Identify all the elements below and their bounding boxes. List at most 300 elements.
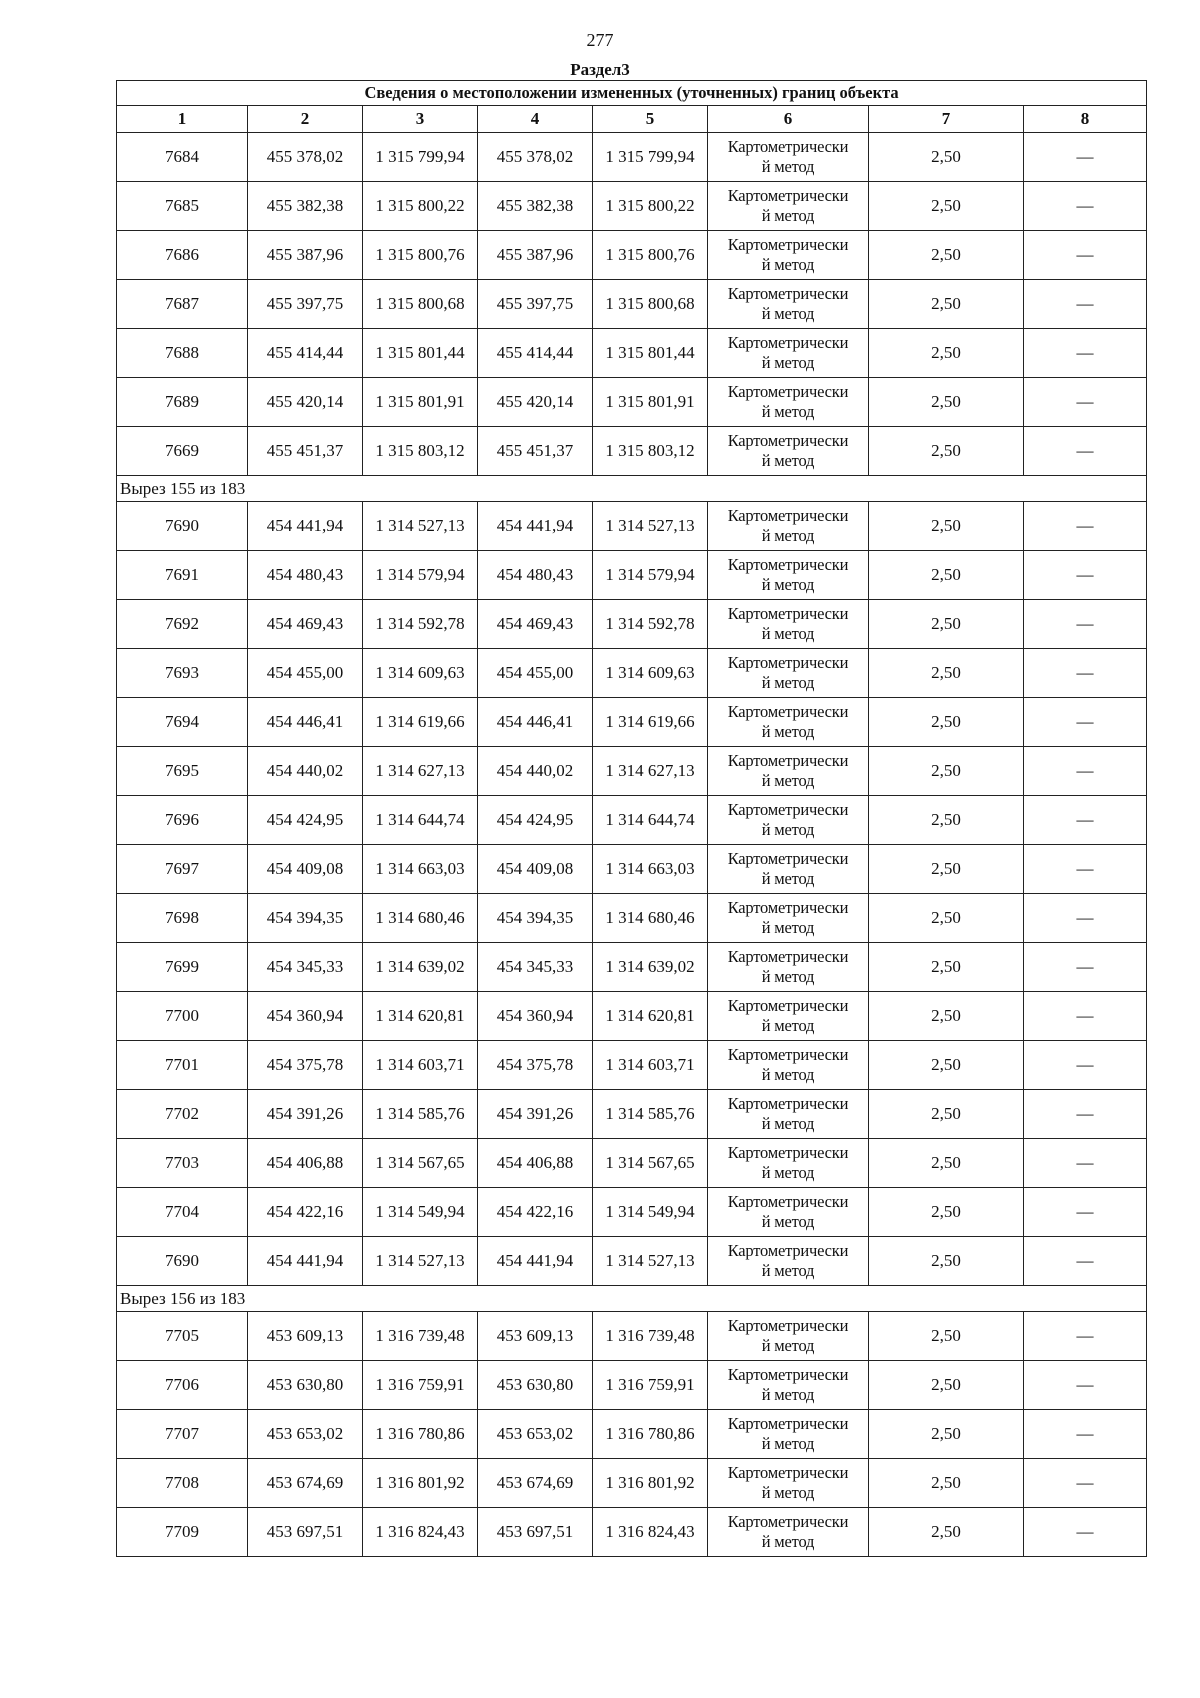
note-cell: —: [1024, 1090, 1147, 1139]
note-cell: —: [1024, 1139, 1147, 1188]
method-text: Картометрически: [727, 1365, 849, 1384]
method-cell: [708, 551, 869, 600]
method-text: й метод: [761, 304, 815, 323]
y-new-cell: 1 314 567,65: [593, 1139, 708, 1188]
table-row: [117, 1410, 1147, 1459]
note-cell: —: [1024, 551, 1147, 600]
point-number-cell: 7686: [117, 231, 248, 280]
y-old-cell: 1 316 759,91: [363, 1361, 478, 1410]
section-title: Раздел3: [570, 60, 630, 79]
point-number-cell: 7694: [117, 698, 248, 747]
x-new-cell: 454 441,94: [478, 502, 593, 551]
method-cell: [708, 747, 869, 796]
point-number-cell: 7698: [117, 894, 248, 943]
method-cell: [708, 1237, 869, 1286]
y-new-cell: 1 314 603,71: [593, 1041, 708, 1090]
x-new-cell: 455 420,14: [478, 378, 593, 427]
accuracy-cell: 2,50: [869, 1508, 1024, 1557]
note-cell: —: [1024, 1237, 1147, 1286]
method-cell: [708, 1459, 869, 1508]
page-number: 277: [586, 30, 614, 50]
method-cell: [708, 133, 869, 182]
group-label: Вырез 155 из 183: [117, 476, 1147, 502]
point-number-cell: 7702: [117, 1090, 248, 1139]
note-cell: —: [1024, 943, 1147, 992]
accuracy-cell: 2,50: [869, 1188, 1024, 1237]
x-new-cell: 454 394,35: [478, 894, 593, 943]
y-new-cell: 1 316 824,43: [593, 1508, 708, 1557]
point-number-cell: 7696: [117, 796, 248, 845]
y-old-cell: 1 314 592,78: [363, 600, 478, 649]
note-cell: —: [1024, 649, 1147, 698]
y-old-cell: 1 314 619,66: [363, 698, 478, 747]
point-number-cell: 7697: [117, 845, 248, 894]
method-text: й метод: [761, 820, 815, 839]
y-old-cell: 1 314 549,94: [363, 1188, 478, 1237]
accuracy-cell: 2,50: [869, 600, 1024, 649]
method-text: й метод: [761, 1385, 815, 1404]
table-row: [117, 231, 1147, 280]
x-new-cell: 453 609,13: [478, 1312, 593, 1361]
method-cell: [708, 1508, 869, 1557]
note-cell: —: [1024, 231, 1147, 280]
method-text: Картометрически: [727, 1316, 849, 1335]
note-cell: —: [1024, 502, 1147, 551]
x-new-cell: 455 414,44: [478, 329, 593, 378]
accuracy-cell: 2,50: [869, 1139, 1024, 1188]
table-row: [117, 894, 1147, 943]
method-text: Картометрически: [727, 653, 849, 672]
y-old-cell: 1 314 579,94: [363, 551, 478, 600]
method-text: Картометрически: [727, 996, 849, 1015]
table-row: [117, 378, 1147, 427]
method-cell: [708, 1361, 869, 1410]
method-text: Картометрически: [727, 235, 849, 254]
method-text: й метод: [761, 1532, 815, 1551]
column-number: 2: [248, 106, 363, 133]
method-cell: [708, 845, 869, 894]
x-new-cell: 454 446,41: [478, 698, 593, 747]
x-old-cell: 453 697,51: [248, 1508, 363, 1557]
note-cell: —: [1024, 378, 1147, 427]
x-old-cell: 454 455,00: [248, 649, 363, 698]
column-number-row: [117, 106, 1147, 133]
x-new-cell: 454 441,94: [478, 1237, 593, 1286]
method-text: Картометрически: [727, 849, 849, 868]
note-cell: —: [1024, 280, 1147, 329]
accuracy-cell: 2,50: [869, 280, 1024, 329]
x-old-cell: 454 441,94: [248, 502, 363, 551]
y-new-cell: 1 315 803,12: [593, 427, 708, 476]
accuracy-cell: 2,50: [869, 502, 1024, 551]
point-number-cell: 7709: [117, 1508, 248, 1557]
y-old-cell: 1 314 627,13: [363, 747, 478, 796]
column-number: 6: [708, 106, 869, 133]
x-old-cell: 454 446,41: [248, 698, 363, 747]
method-text: й метод: [761, 1163, 815, 1182]
y-new-cell: 1 315 800,68: [593, 280, 708, 329]
accuracy-cell: 2,50: [869, 845, 1024, 894]
method-text: й метод: [761, 1434, 815, 1453]
method-text: Картометрически: [727, 751, 849, 770]
y-old-cell: 1 315 803,12: [363, 427, 478, 476]
note-cell: —: [1024, 894, 1147, 943]
y-old-cell: 1 314 663,03: [363, 845, 478, 894]
accuracy-cell: 2,50: [869, 1041, 1024, 1090]
method-cell: [708, 600, 869, 649]
x-old-cell: 453 674,69: [248, 1459, 363, 1508]
accuracy-cell: 2,50: [869, 1090, 1024, 1139]
method-text: й метод: [761, 1261, 815, 1280]
accuracy-cell: 2,50: [869, 329, 1024, 378]
y-old-cell: 1 315 800,68: [363, 280, 478, 329]
y-new-cell: 1 315 800,76: [593, 231, 708, 280]
method-cell: [708, 182, 869, 231]
y-new-cell: 1 314 627,13: [593, 747, 708, 796]
method-text: Картометрически: [727, 137, 849, 156]
note-cell: —: [1024, 747, 1147, 796]
method-text: й метод: [761, 918, 815, 937]
table-row: [117, 1090, 1147, 1139]
x-new-cell: 453 674,69: [478, 1459, 593, 1508]
point-number-cell: 7690: [117, 502, 248, 551]
point-number-cell: 7699: [117, 943, 248, 992]
method-text: й метод: [761, 353, 815, 372]
method-text: й метод: [761, 255, 815, 274]
x-new-cell: 454 422,16: [478, 1188, 593, 1237]
y-new-cell: 1 314 639,02: [593, 943, 708, 992]
y-old-cell: 1 314 603,71: [363, 1041, 478, 1090]
method-text: й метод: [761, 451, 815, 470]
table-row: [117, 600, 1147, 649]
x-new-cell: 455 387,96: [478, 231, 593, 280]
table-row: [117, 1459, 1147, 1508]
point-number-cell: 7692: [117, 600, 248, 649]
point-number-cell: 7695: [117, 747, 248, 796]
note-cell: —: [1024, 600, 1147, 649]
x-new-cell: 454 424,95: [478, 796, 593, 845]
note-cell: —: [1024, 698, 1147, 747]
point-number-cell: 7700: [117, 992, 248, 1041]
accuracy-cell: 2,50: [869, 1459, 1024, 1508]
method-cell: [708, 1312, 869, 1361]
x-old-cell: 453 653,02: [248, 1410, 363, 1459]
method-text: Картометрически: [727, 604, 849, 623]
table-row: [117, 1041, 1147, 1090]
x-new-cell: 454 345,33: [478, 943, 593, 992]
y-new-cell: 1 316 780,86: [593, 1410, 708, 1459]
note-cell: —: [1024, 845, 1147, 894]
column-number: 3: [363, 106, 478, 133]
table-row: [117, 427, 1147, 476]
point-number-cell: 7685: [117, 182, 248, 231]
y-new-cell: 1 314 609,63: [593, 649, 708, 698]
accuracy-cell: 2,50: [869, 747, 1024, 796]
y-old-cell: 1 315 801,44: [363, 329, 478, 378]
y-old-cell: 1 315 800,22: [363, 182, 478, 231]
x-new-cell: 454 406,88: [478, 1139, 593, 1188]
method-text: Картометрически: [727, 1512, 849, 1531]
note-cell: —: [1024, 182, 1147, 231]
table-row: [117, 649, 1147, 698]
table-row: [117, 1312, 1147, 1361]
method-cell: [708, 329, 869, 378]
accuracy-cell: 2,50: [869, 427, 1024, 476]
table-row: [117, 1139, 1147, 1188]
accuracy-cell: 2,50: [869, 698, 1024, 747]
x-new-cell: 454 455,00: [478, 649, 593, 698]
method-cell: [708, 796, 869, 845]
method-cell: [708, 280, 869, 329]
accuracy-cell: 2,50: [869, 133, 1024, 182]
y-new-cell: 1 314 644,74: [593, 796, 708, 845]
method-cell: [708, 1139, 869, 1188]
x-new-cell: 455 382,38: [478, 182, 593, 231]
method-text: Картометрически: [727, 506, 849, 525]
y-old-cell: 1 314 644,74: [363, 796, 478, 845]
method-cell: [708, 427, 869, 476]
method-text: й метод: [761, 1483, 815, 1502]
x-old-cell: 455 420,14: [248, 378, 363, 427]
method-cell: [708, 1041, 869, 1090]
table-row: [117, 698, 1147, 747]
point-number-cell: 7684: [117, 133, 248, 182]
note-cell: —: [1024, 796, 1147, 845]
method-text: Картометрически: [727, 1463, 849, 1482]
x-old-cell: 454 422,16: [248, 1188, 363, 1237]
point-number-cell: 7690: [117, 1237, 248, 1286]
accuracy-cell: 2,50: [869, 182, 1024, 231]
method-text: Картометрически: [727, 800, 849, 819]
y-new-cell: 1 314 527,13: [593, 1237, 708, 1286]
accuracy-cell: 2,50: [869, 1237, 1024, 1286]
y-old-cell: 1 316 739,48: [363, 1312, 478, 1361]
y-new-cell: 1 315 801,91: [593, 378, 708, 427]
x-old-cell: 454 440,02: [248, 747, 363, 796]
method-text: Картометрически: [727, 898, 849, 917]
note-cell: —: [1024, 1188, 1147, 1237]
table-row: [117, 992, 1147, 1041]
method-cell: [708, 1090, 869, 1139]
x-old-cell: 455 397,75: [248, 280, 363, 329]
table-caption: Сведения о местоположении измененных (уточненных) границ объекта: [117, 81, 1147, 106]
table-row: [117, 133, 1147, 182]
y-old-cell: 1 316 780,86: [363, 1410, 478, 1459]
y-new-cell: 1 314 592,78: [593, 600, 708, 649]
method-text: й метод: [761, 157, 815, 176]
x-new-cell: 455 378,02: [478, 133, 593, 182]
x-old-cell: 454 360,94: [248, 992, 363, 1041]
method-text: Картометрически: [727, 1414, 849, 1433]
method-text: Картометрически: [727, 1094, 849, 1113]
column-number: 7: [869, 106, 1024, 133]
method-text: Картометрически: [727, 186, 849, 205]
x-old-cell: 453 609,13: [248, 1312, 363, 1361]
x-new-cell: 453 697,51: [478, 1508, 593, 1557]
note-cell: —: [1024, 992, 1147, 1041]
method-text: Картометрически: [727, 333, 849, 352]
point-number-cell: 7687: [117, 280, 248, 329]
y-new-cell: 1 314 680,46: [593, 894, 708, 943]
x-new-cell: 455 397,75: [478, 280, 593, 329]
table-row: [117, 1361, 1147, 1410]
y-old-cell: 1 314 527,13: [363, 1237, 478, 1286]
table-row: [117, 1188, 1147, 1237]
x-old-cell: 454 480,43: [248, 551, 363, 600]
note-cell: —: [1024, 1312, 1147, 1361]
x-new-cell: 455 451,37: [478, 427, 593, 476]
y-old-cell: 1 314 680,46: [363, 894, 478, 943]
point-number-cell: 7707: [117, 1410, 248, 1459]
method-text: й метод: [761, 673, 815, 692]
accuracy-cell: 2,50: [869, 231, 1024, 280]
method-text: Картометрически: [727, 1143, 849, 1162]
note-cell: —: [1024, 329, 1147, 378]
y-old-cell: 1 314 620,81: [363, 992, 478, 1041]
group-label: Вырез 156 из 183: [117, 1286, 1147, 1312]
method-text: Картометрически: [727, 555, 849, 574]
accuracy-cell: 2,50: [869, 649, 1024, 698]
point-number-cell: 7691: [117, 551, 248, 600]
method-cell: [708, 231, 869, 280]
method-cell: [708, 698, 869, 747]
x-old-cell: 454 469,43: [248, 600, 363, 649]
method-text: й метод: [761, 1114, 815, 1133]
point-number-cell: 7708: [117, 1459, 248, 1508]
x-new-cell: 454 409,08: [478, 845, 593, 894]
x-old-cell: 455 387,96: [248, 231, 363, 280]
x-old-cell: 454 391,26: [248, 1090, 363, 1139]
method-text: й метод: [761, 1065, 815, 1084]
table-row: [117, 329, 1147, 378]
y-new-cell: 1 314 620,81: [593, 992, 708, 1041]
x-new-cell: 453 653,02: [478, 1410, 593, 1459]
column-number: 4: [478, 106, 593, 133]
x-old-cell: 454 406,88: [248, 1139, 363, 1188]
note-cell: —: [1024, 1508, 1147, 1557]
method-text: Картометрически: [727, 284, 849, 303]
y-new-cell: 1 316 801,92: [593, 1459, 708, 1508]
accuracy-cell: 2,50: [869, 1361, 1024, 1410]
note-cell: —: [1024, 1361, 1147, 1410]
y-old-cell: 1 316 824,43: [363, 1508, 478, 1557]
point-number-cell: 7693: [117, 649, 248, 698]
y-old-cell: 1 314 639,02: [363, 943, 478, 992]
x-old-cell: 455 451,37: [248, 427, 363, 476]
method-text: й метод: [761, 869, 815, 888]
note-cell: —: [1024, 1041, 1147, 1090]
y-new-cell: 1 315 801,44: [593, 329, 708, 378]
accuracy-cell: 2,50: [869, 551, 1024, 600]
point-number-cell: 7704: [117, 1188, 248, 1237]
note-cell: —: [1024, 1410, 1147, 1459]
x-old-cell: 454 424,95: [248, 796, 363, 845]
y-old-cell: 1 314 585,76: [363, 1090, 478, 1139]
y-old-cell: 1 316 801,92: [363, 1459, 478, 1508]
x-new-cell: 454 391,26: [478, 1090, 593, 1139]
method-text: й метод: [761, 1336, 815, 1355]
method-text: й метод: [761, 526, 815, 545]
x-old-cell: 455 382,38: [248, 182, 363, 231]
accuracy-cell: 2,50: [869, 894, 1024, 943]
table-row: [117, 182, 1147, 231]
method-text: й метод: [761, 722, 815, 741]
method-text: Картометрически: [727, 431, 849, 450]
x-new-cell: 454 360,94: [478, 992, 593, 1041]
method-text: й метод: [761, 1016, 815, 1035]
accuracy-cell: 2,50: [869, 992, 1024, 1041]
group-header-row: [117, 476, 1147, 502]
note-cell: —: [1024, 1459, 1147, 1508]
method-text: й метод: [761, 967, 815, 986]
method-cell: [708, 378, 869, 427]
method-text: Картометрически: [727, 1241, 849, 1260]
method-cell: [708, 992, 869, 1041]
method-cell: [708, 894, 869, 943]
y-new-cell: 1 315 800,22: [593, 182, 708, 231]
table-row: [117, 502, 1147, 551]
table-row: [117, 747, 1147, 796]
method-text: Картометрически: [727, 382, 849, 401]
column-number: 1: [117, 106, 248, 133]
method-cell: [708, 1410, 869, 1459]
method-text: Картометрически: [727, 1045, 849, 1064]
method-cell: [708, 502, 869, 551]
method-text: й метод: [761, 575, 815, 594]
x-old-cell: 454 345,33: [248, 943, 363, 992]
y-new-cell: 1 314 527,13: [593, 502, 708, 551]
point-number-cell: 7669: [117, 427, 248, 476]
y-new-cell: 1 314 579,94: [593, 551, 708, 600]
x-old-cell: 454 394,35: [248, 894, 363, 943]
x-old-cell: 455 414,44: [248, 329, 363, 378]
y-new-cell: 1 314 663,03: [593, 845, 708, 894]
point-number-cell: 7688: [117, 329, 248, 378]
accuracy-cell: 2,50: [869, 943, 1024, 992]
table-row: [117, 551, 1147, 600]
method-cell: [708, 943, 869, 992]
point-number-cell: 7701: [117, 1041, 248, 1090]
accuracy-cell: 2,50: [869, 378, 1024, 427]
y-old-cell: 1 315 800,76: [363, 231, 478, 280]
y-old-cell: 1 315 799,94: [363, 133, 478, 182]
accuracy-cell: 2,50: [869, 1410, 1024, 1459]
method-cell: [708, 1188, 869, 1237]
table-row: [117, 1237, 1147, 1286]
y-old-cell: 1 314 567,65: [363, 1139, 478, 1188]
accuracy-cell: 2,50: [869, 796, 1024, 845]
note-cell: —: [1024, 427, 1147, 476]
method-text: Картометрически: [727, 1192, 849, 1211]
method-text: й метод: [761, 206, 815, 225]
method-cell: [708, 649, 869, 698]
table-row: [117, 796, 1147, 845]
x-old-cell: 454 375,78: [248, 1041, 363, 1090]
y-new-cell: 1 314 549,94: [593, 1188, 708, 1237]
y-new-cell: 1 314 619,66: [593, 698, 708, 747]
x-old-cell: 455 378,02: [248, 133, 363, 182]
table-row: [117, 845, 1147, 894]
table-row: [117, 943, 1147, 992]
column-number: 5: [593, 106, 708, 133]
accuracy-cell: 2,50: [869, 1312, 1024, 1361]
point-number-cell: 7703: [117, 1139, 248, 1188]
y-new-cell: 1 316 739,48: [593, 1312, 708, 1361]
x-new-cell: 454 440,02: [478, 747, 593, 796]
column-number: 8: [1024, 106, 1147, 133]
y-old-cell: 1 315 801,91: [363, 378, 478, 427]
method-text: Картометрически: [727, 702, 849, 721]
